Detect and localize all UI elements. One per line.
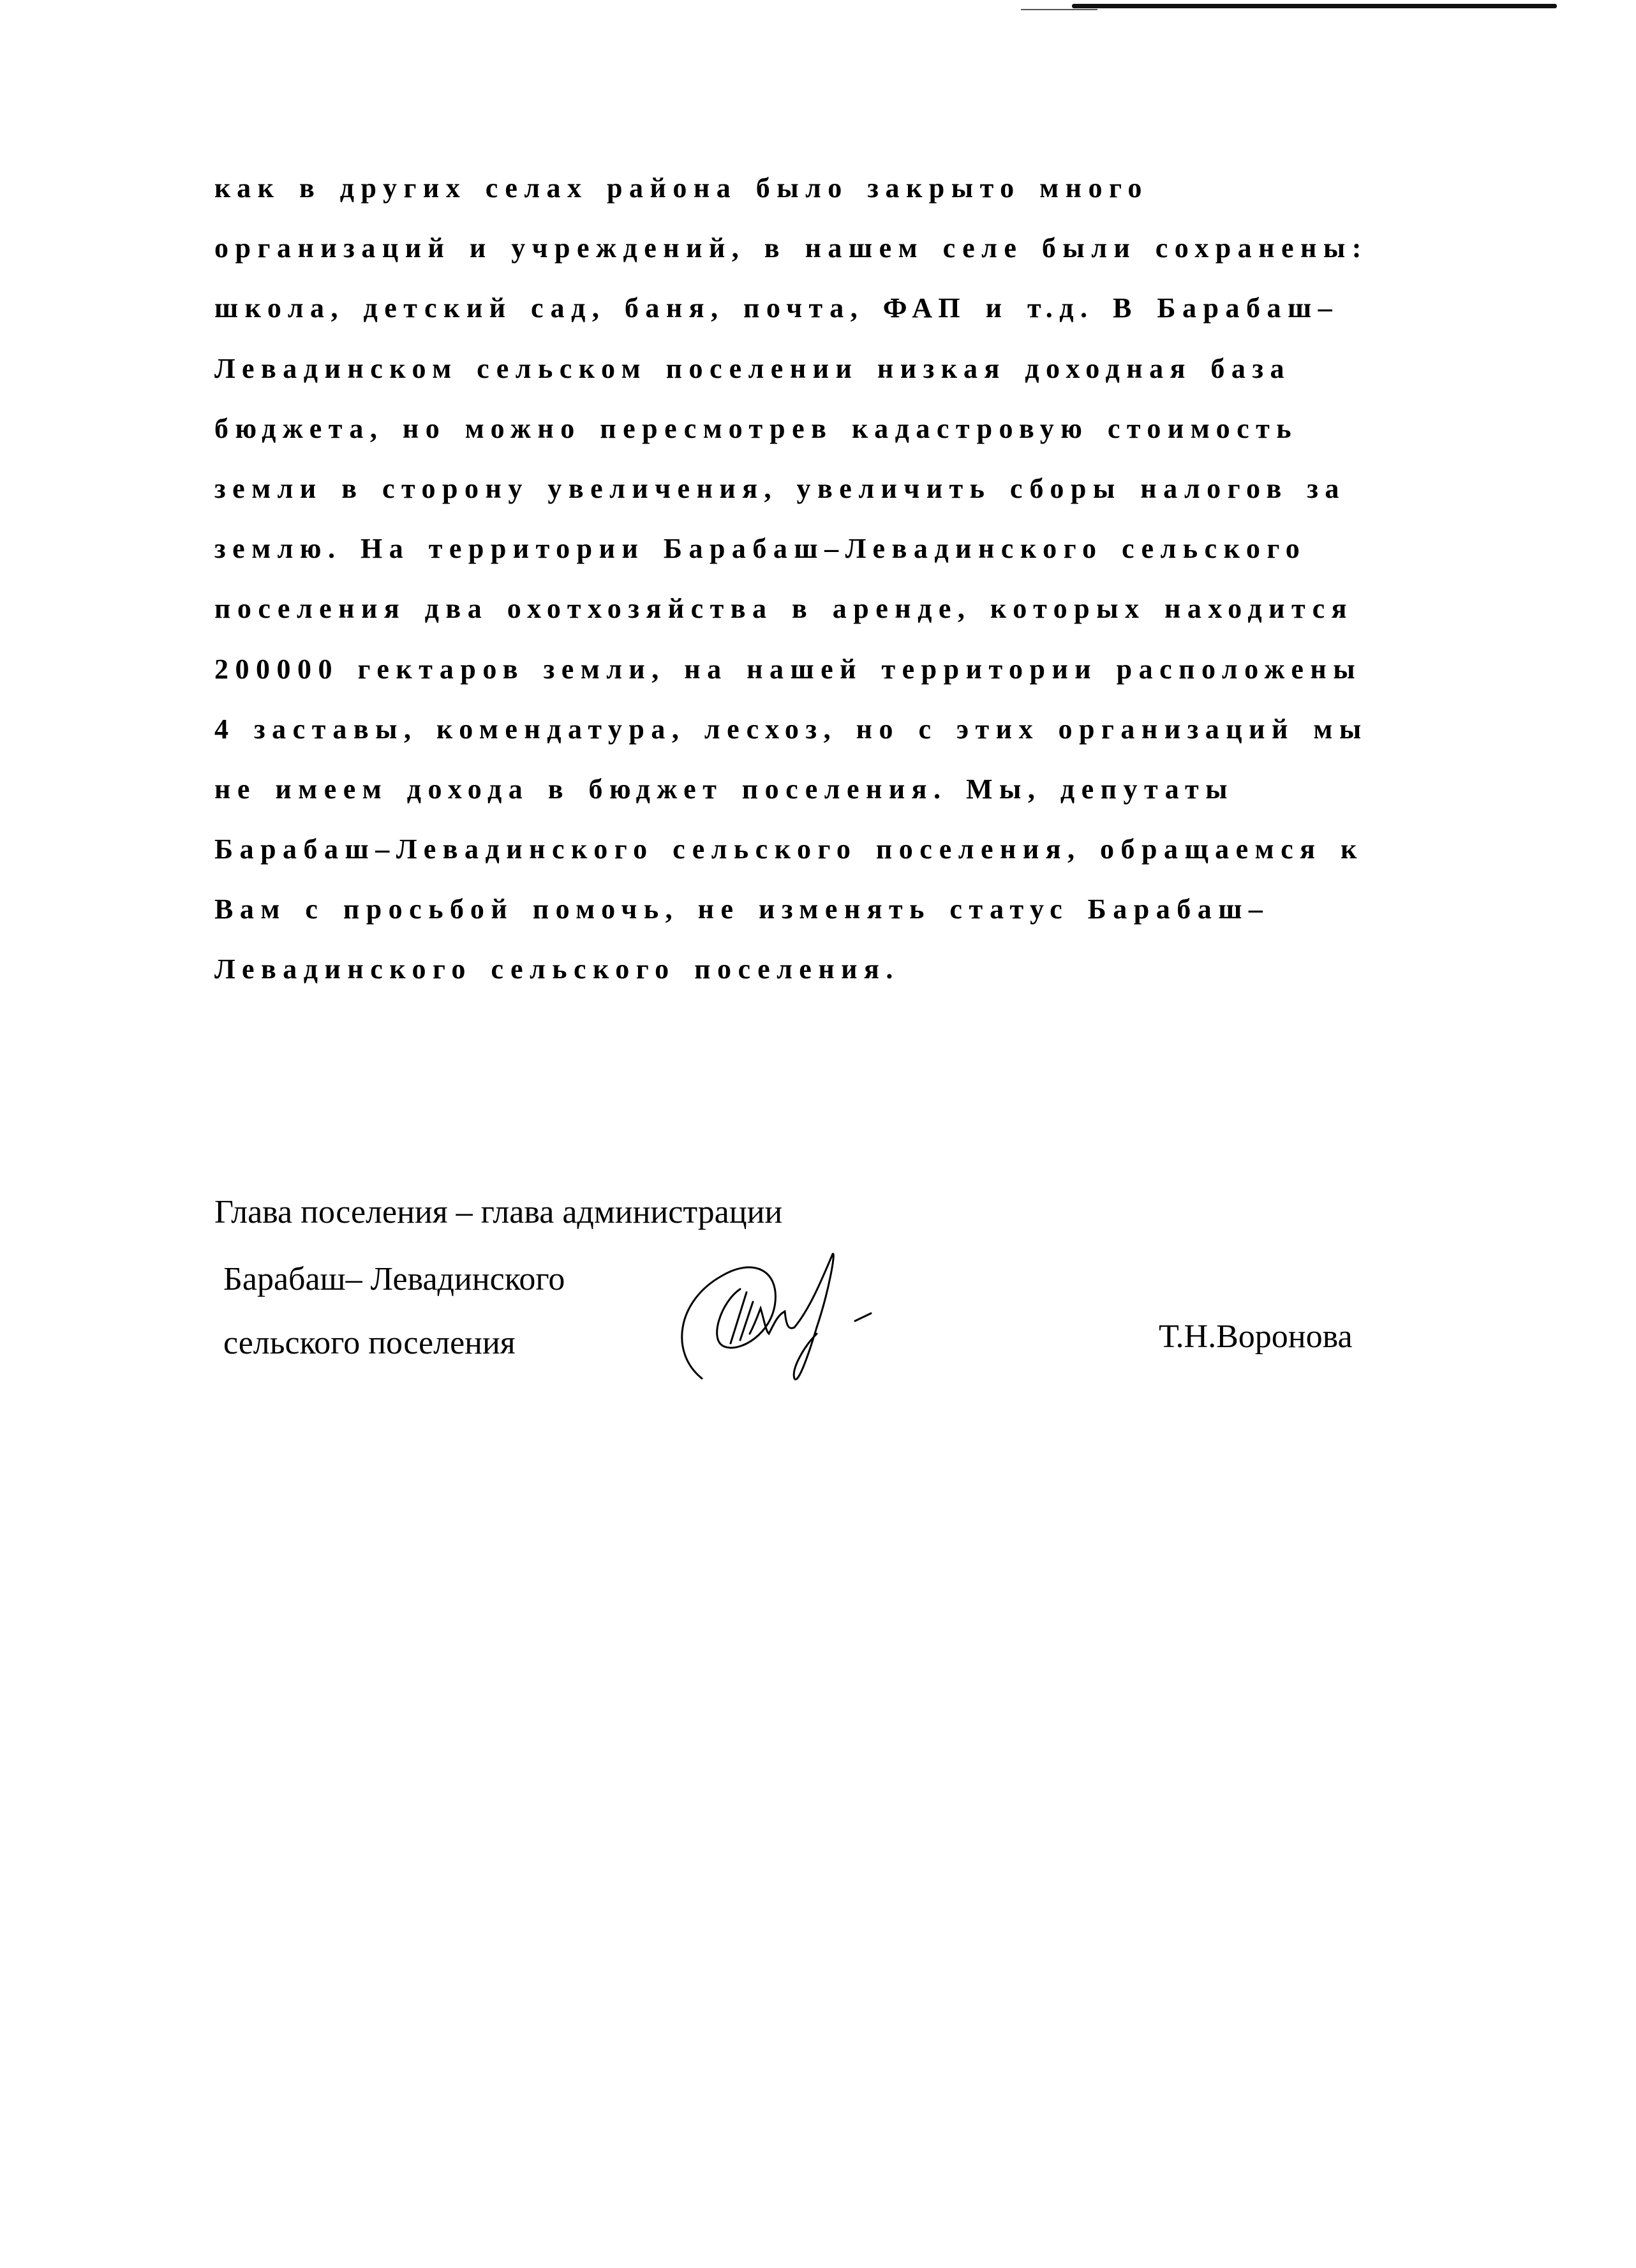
body-line: земли в сторону увеличения, увеличить сборы налогов за — [214, 472, 1346, 504]
body-line: Левадинского сельского поселения. — [214, 953, 900, 985]
scan-mark-line — [1021, 9, 1097, 10]
body-line: Левадинском сельском поселении низкая доходная база — [214, 352, 1291, 384]
body-line: землю. На территории Барабаш–Левадинского сельского — [214, 533, 1307, 565]
signatory-title-line1: Глава поселения – глава администрации — [214, 1194, 783, 1230]
body-line: Вам с просьбой помочь, не изменять статус Барабаш– — [214, 893, 1270, 925]
letter-body — [214, 167, 1368, 1009]
scan-edge-line — [1072, 4, 1557, 8]
body-line: поселения два охотхозяйства в аренде, которых находится — [214, 593, 1353, 625]
body-line: Барабаш–Левадинского сельского поселения, обращаемся к — [214, 833, 1364, 865]
body-line: 4 заставы, комендатура, лесхоз, но с этих организаций мы — [214, 713, 1368, 745]
signatory-title-line2: Барабаш– Левадинского — [223, 1261, 565, 1297]
signatory-name: Т.Н.Воронова — [1159, 1318, 1353, 1355]
body-line: школа, детский сад, баня, почта, ФАП и т.д. В Барабаш– — [214, 292, 1339, 324]
handwritten-signature — [664, 1251, 970, 1391]
body-line: бюджета, но можно пересмотрев кадастровую стоимость — [214, 412, 1298, 444]
body-line: организаций и учреждений, в нашем селе были сохранены: — [214, 232, 1368, 264]
body-line: не имеем дохода в бюджет поселения. Мы, депутаты — [214, 773, 1234, 805]
body-line: как в других селах района было закрыто много — [214, 172, 1149, 204]
body-line: 200000 гектаров земли, на нашей территории расположены — [214, 653, 1362, 685]
signatory-title-line3: сельского поселения — [223, 1325, 516, 1361]
